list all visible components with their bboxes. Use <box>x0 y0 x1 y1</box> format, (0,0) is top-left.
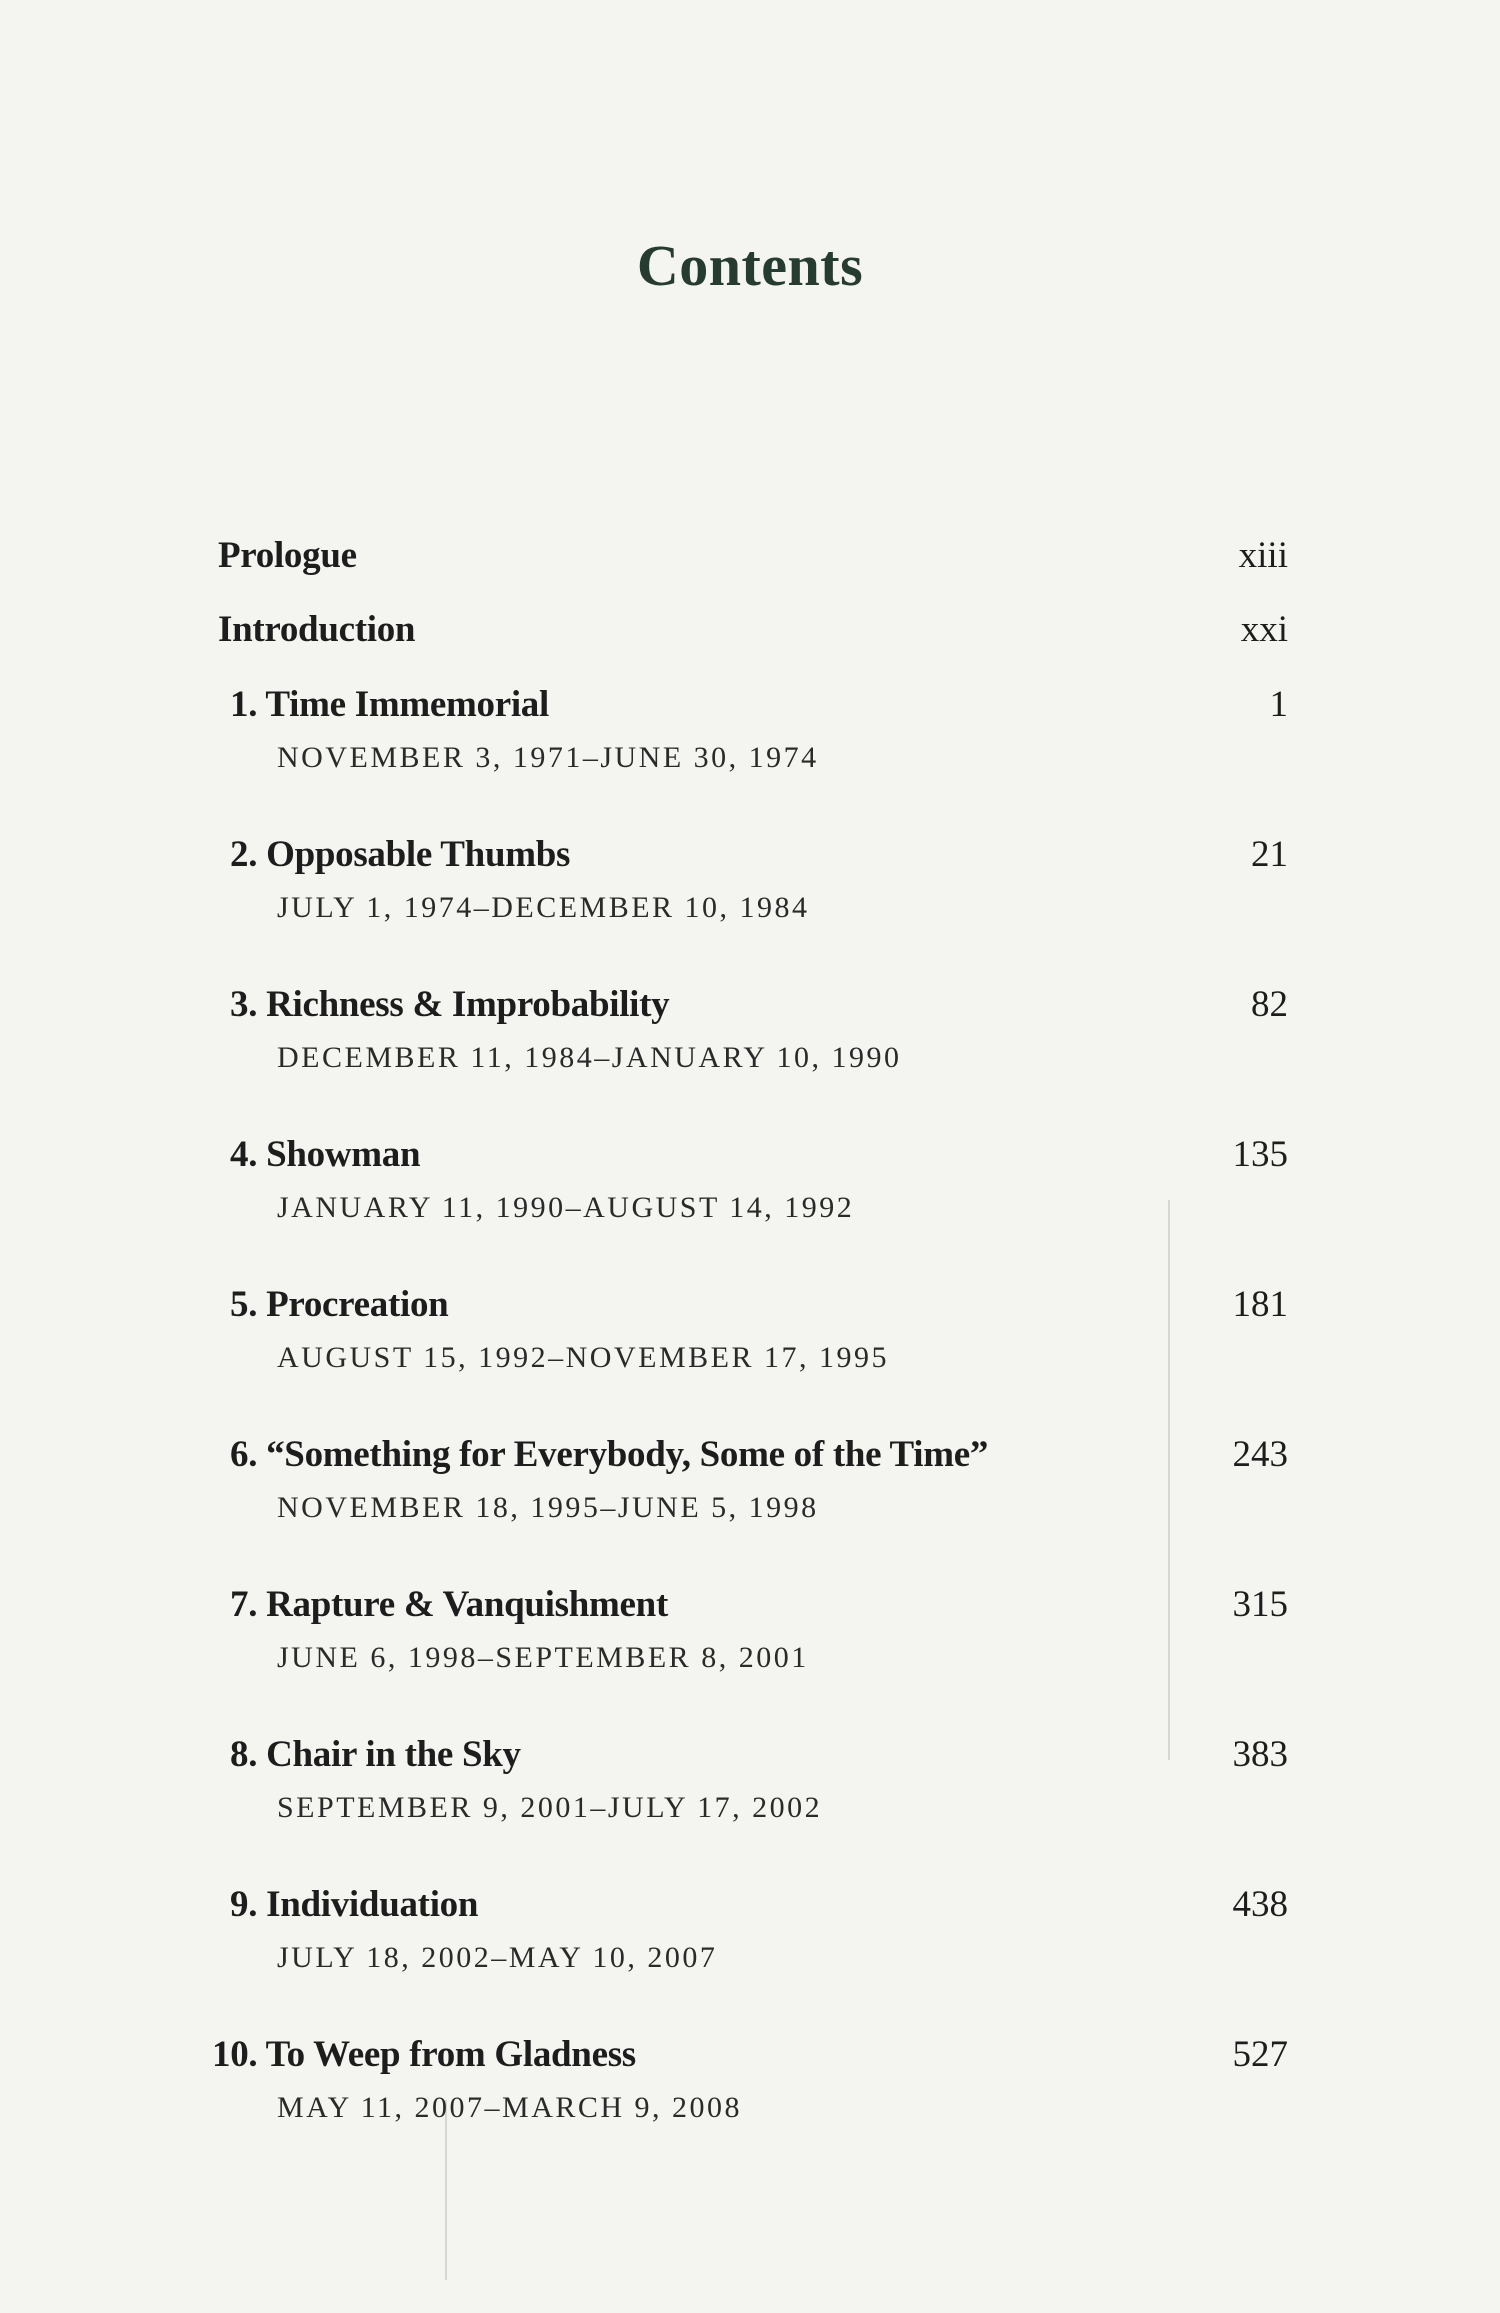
chapter-page: 21 <box>1251 834 1288 875</box>
toc-entry-title: Prologue <box>218 535 357 576</box>
chapter-title: 4. Showman <box>230 1134 421 1175</box>
page-title: Contents <box>636 233 864 298</box>
chapter-page: 243 <box>1232 1434 1288 1475</box>
toc-entry-title: Introduction <box>218 609 416 650</box>
chapter-title: 6. “Something for Everybody, Some of the Time” <box>230 1434 989 1475</box>
chapter-dates: JULY 1, 1974–DECEMBER 10, 1984 <box>277 891 810 924</box>
show-through-line <box>445 2100 447 2280</box>
chapter-dates: SEPTEMBER 9, 2001–JULY 17, 2002 <box>277 1791 823 1824</box>
chapter-dates: NOVEMBER 18, 1995–JUNE 5, 1998 <box>277 1491 819 1524</box>
chapter-title: 2. Opposable Thumbs <box>230 834 571 875</box>
chapter-title: 10. To Weep from Gladness <box>212 2034 636 2075</box>
chapter-title: 7. Rapture & Vanquishment <box>230 1584 668 1625</box>
chapter-page: 438 <box>1232 1884 1288 1925</box>
chapter-dates: DECEMBER 11, 1984–JANUARY 10, 1990 <box>277 1041 902 1074</box>
chapter-page: 181 <box>1232 1284 1288 1325</box>
chapter-title: 3. Richness & Improbability <box>230 984 670 1025</box>
show-through-line <box>1168 1200 1170 1760</box>
chapter-title: 8. Chair in the Sky <box>230 1734 521 1775</box>
chapter-page: 315 <box>1232 1584 1288 1625</box>
toc-entry-page: xiii <box>1238 535 1288 576</box>
chapter-dates: AUGUST 15, 1992–NOVEMBER 17, 1995 <box>277 1341 889 1374</box>
chapter-page: 135 <box>1232 1134 1288 1175</box>
chapter-dates: JUNE 6, 1998–SEPTEMBER 8, 2001 <box>277 1641 809 1674</box>
chapter-title: 9. Individuation <box>230 1884 479 1925</box>
chapter-page: 527 <box>1232 2034 1288 2075</box>
chapter-page: 383 <box>1232 1734 1288 1775</box>
chapter-dates: MAY 11, 2007–MARCH 9, 2008 <box>277 2091 743 2124</box>
chapter-dates: JANUARY 11, 1990–AUGUST 14, 1992 <box>277 1191 855 1224</box>
chapter-dates: NOVEMBER 3, 1971–JUNE 30, 1974 <box>277 741 819 774</box>
chapter-page: 1 <box>1269 684 1288 725</box>
chapter-title: 5. Procreation <box>230 1284 449 1325</box>
toc-entry-page: xxi <box>1240 609 1288 650</box>
chapter-dates: JULY 18, 2002–MAY 10, 2007 <box>277 1941 718 1974</box>
chapter-title: 1. Time Immemorial <box>230 684 549 725</box>
chapter-page: 82 <box>1251 984 1288 1025</box>
